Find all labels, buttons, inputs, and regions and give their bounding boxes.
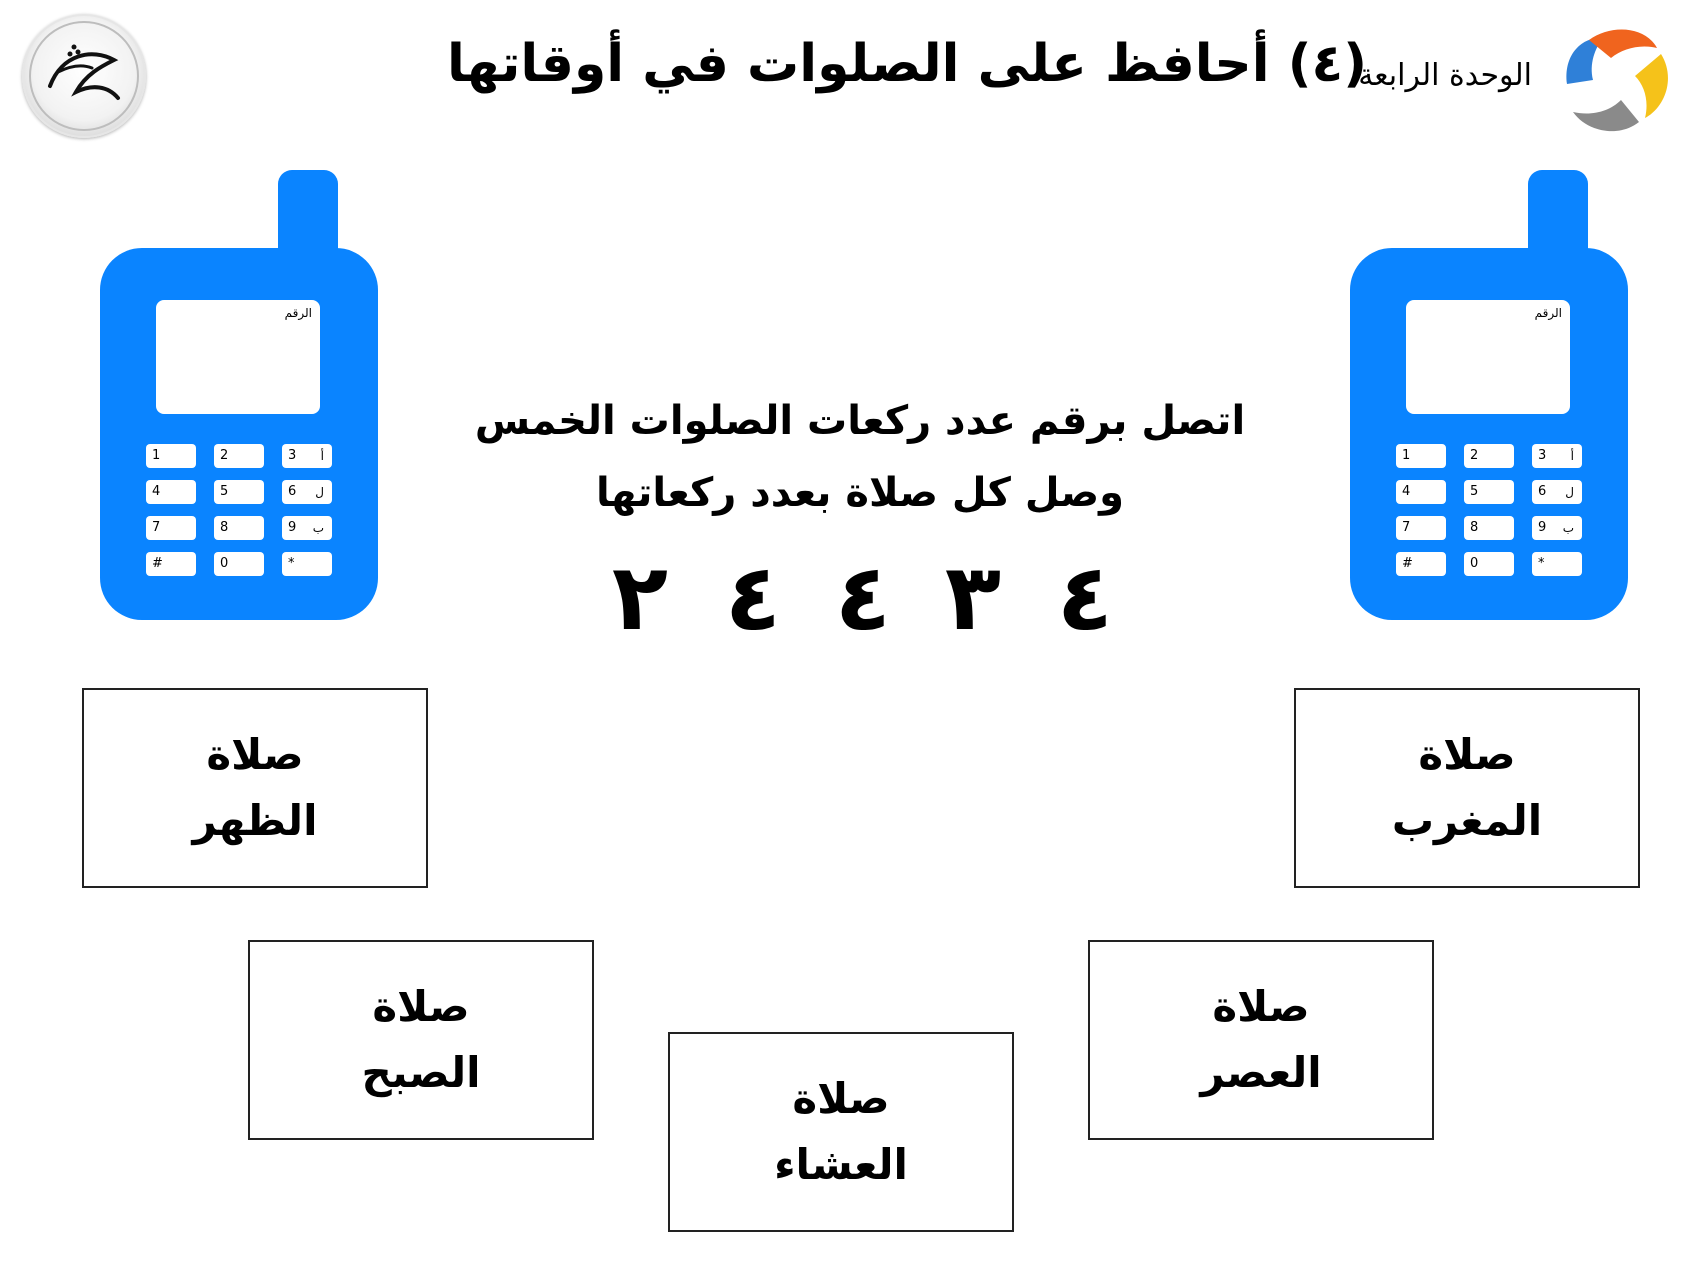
phone-right	[1350, 170, 1640, 630]
key-1[interactable]: 1	[146, 444, 196, 468]
key-0[interactable]: 0	[1464, 552, 1514, 576]
key-hash[interactable]: #	[1396, 552, 1446, 576]
key-7[interactable]: 7	[1396, 516, 1446, 540]
rakah-number: ٤	[834, 544, 892, 651]
key-0[interactable]: 0	[214, 552, 264, 576]
card-line-1: صلاة	[206, 730, 304, 779]
key-3[interactable]: 3 أ	[1532, 444, 1582, 468]
phone-screen	[1406, 300, 1570, 414]
card-asr[interactable]	[1088, 940, 1434, 1140]
instruction-line-2: وصل كل صلاة بعدد ركعاتها	[595, 470, 1125, 516]
rakah-number: ٤	[724, 544, 782, 651]
key-star[interactable]: *	[1532, 552, 1582, 576]
key-6[interactable]: 6 ل	[1532, 480, 1582, 504]
key-3[interactable]: 3 أ	[282, 444, 332, 468]
instruction-line-1: اتصل برقم عدد ركعات الصلوات الخمس	[474, 398, 1246, 444]
card-line-1: صلاة	[1418, 730, 1516, 779]
key-hash[interactable]: #	[146, 552, 196, 576]
card-line-2: المغرب	[1391, 796, 1543, 845]
key-5[interactable]: 5	[214, 480, 264, 504]
key-1[interactable]: 1	[1396, 444, 1446, 468]
rakah-number: ٢	[611, 544, 669, 651]
key-8[interactable]: 8	[214, 516, 264, 540]
key-8[interactable]: 8	[1464, 516, 1514, 540]
screen-label: الرقم	[284, 306, 312, 320]
key-2[interactable]: 2	[214, 444, 264, 468]
key-2[interactable]: 2	[1464, 444, 1514, 468]
seal-logo	[22, 14, 146, 138]
card-maghrib[interactable]	[1294, 688, 1640, 888]
unit-label: الوحدة الرابعة	[1358, 58, 1532, 93]
screen-label: الرقم	[1534, 306, 1562, 320]
card-line-2: العشاء	[774, 1140, 908, 1189]
card-line-1: صلاة	[372, 982, 470, 1031]
card-line-2: الصبح	[361, 1048, 481, 1097]
key-star[interactable]: *	[282, 552, 332, 576]
card-line-2: العصر	[1200, 1048, 1322, 1097]
phone-screen	[156, 300, 320, 414]
card-line-1: صلاة	[1212, 982, 1310, 1031]
card-fajr[interactable]	[248, 940, 594, 1140]
card-dhuhr[interactable]	[82, 688, 428, 888]
phone-left	[100, 170, 390, 630]
app-logo-icon	[1549, 14, 1679, 144]
page-title: (٤) أحافظ على الصلوات في أوقاتها	[447, 34, 1367, 94]
key-4[interactable]: 4	[1396, 480, 1446, 504]
card-line-2: الظهر	[192, 796, 318, 845]
key-9[interactable]: 9 ب	[1532, 516, 1582, 540]
key-7[interactable]: 7	[146, 516, 196, 540]
card-line-1: صلاة	[792, 1074, 890, 1123]
card-isha[interactable]	[668, 1032, 1014, 1232]
key-5[interactable]: 5	[1464, 480, 1514, 504]
rakah-number: ٣	[944, 544, 1002, 651]
key-6[interactable]: 6 ل	[282, 480, 332, 504]
key-4[interactable]: 4	[146, 480, 196, 504]
key-9[interactable]: 9 ب	[282, 516, 332, 540]
rakah-number: ٤	[1056, 544, 1114, 651]
